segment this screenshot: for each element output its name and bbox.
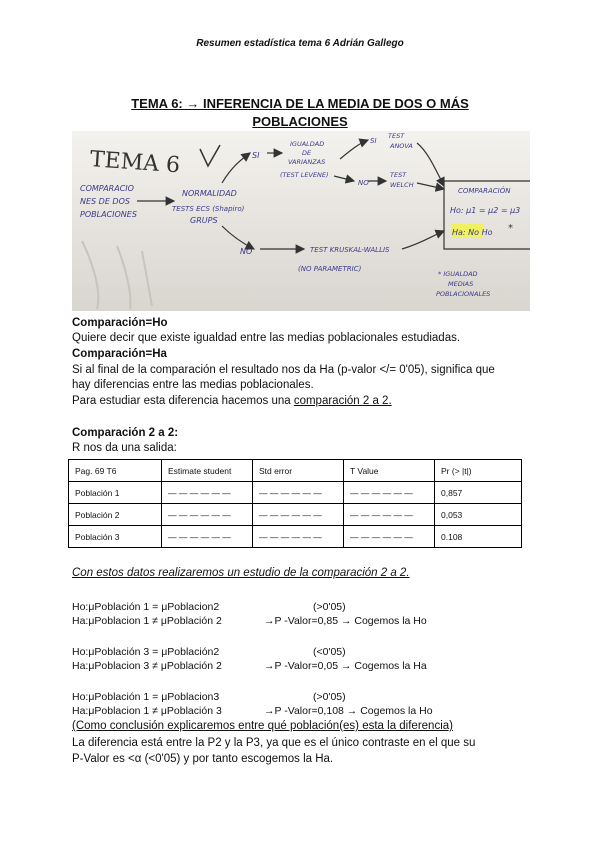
diagram-text-no: NO [240, 247, 253, 256]
diagram-text-noparam: (NO PARAMETRIC) [298, 265, 362, 273]
table-header-cell: Estimate student [162, 460, 253, 482]
hypothesis-1-ha: Ha:μPoblacion 1 ≠ μPoblación 2 [72, 615, 222, 627]
diagram-text-tests: TESTS ECS (Shapiro) [172, 205, 245, 213]
diagram-text-welch: WELCH [390, 181, 414, 189]
paragraph-comparacion [72, 394, 392, 409]
diagram-text-anova: ANOVA [390, 142, 413, 150]
paragraph-r-salida: R nos da una salida: [72, 442, 177, 454]
table-cell: 0,053 [435, 504, 522, 526]
conclusion-underlined: (Como conclusión explicaremos entre qué población(es) esta la diferencia) [72, 720, 453, 732]
results-table [68, 459, 522, 548]
diagram-svg [72, 131, 530, 311]
diagram-text-varianzas: VARIANZAS [288, 158, 326, 166]
table-cell: Población 3 [69, 526, 162, 548]
table-header-cell: Std error [253, 460, 344, 482]
diagram-text-kruskal: TEST KRUSKAL-WALLIS [310, 246, 390, 254]
paragraph-ha-line-1: Si al final de la comparación el resultado nos da Ha (p-valor </= 0'05), significa que [72, 364, 495, 376]
table-header-cell: T Value [344, 460, 435, 482]
diagram-text-note2: MEDIAS [448, 280, 474, 288]
hypothesis-1-ha-right: →P -Valor=0,85 → Cogemos la Ho [264, 615, 427, 627]
hypothesis-2-ho-right: (<0'05) [313, 646, 346, 658]
table-header-cell: Pag. 69 T6 [69, 460, 162, 482]
handwritten-diagram-photo [72, 131, 530, 311]
paragraph-comparacion-prefix: Para estudiar esta diferencia hacemos una [72, 395, 294, 407]
table-row [69, 526, 522, 548]
hypothesis-2-ha-right: →P -Valor=0,05 → Cogemos la Ha [264, 660, 427, 672]
hypothesis-3-ho-right: (>0'05) [313, 691, 346, 703]
heading-comparacion-2a2: Comparación 2 a 2: [72, 427, 179, 439]
table-cell: — — — — — — [162, 504, 253, 526]
results-table-wrapper [68, 459, 522, 548]
table-cell: — — — — — — [162, 526, 253, 548]
diagram-text-ho: Ho: μ1 = μ2 = μ3 [450, 206, 521, 215]
diagram-text-comparacio: COMPARACIO [80, 184, 134, 193]
table-cell: — — — — — — [344, 504, 435, 526]
comparacion-2a2-link: comparación 2 a 2. [293, 395, 392, 407]
table-cell: Población 2 [69, 504, 162, 526]
diagram-text-note1: * IGUALDAD [438, 270, 478, 278]
diagram-text-normalidad: NORMALIDAD [182, 189, 237, 198]
title-line-1: TEMA 6: → INFERENCIA DE LA MEDIA DE DOS O MÁS [131, 96, 469, 111]
table-cell: — — — — — — [253, 504, 344, 526]
diagram-text-si2: SI [370, 137, 377, 145]
diagram-text-test2: TEST [390, 171, 407, 179]
conclusion-line-2: P-Valor es <α (<0'05) y por tanto escogemos la Ha. [72, 753, 334, 765]
hypothesis-2-ho: Ho:μPoblación 3 = μPoblación2 [72, 646, 220, 658]
table-row [69, 482, 522, 504]
diagram-text-de: DE [302, 149, 312, 157]
table-header-row [69, 460, 522, 482]
hypothesis-1-ho: Ho:μPoblación 1 = μPoblacion2 [72, 601, 220, 613]
table-row [69, 504, 522, 526]
table-cell: — — — — — — [344, 526, 435, 548]
hypothesis-2-ha: Ha:μPoblacion 3 ≠ μPoblación 2 [72, 660, 222, 672]
diagram-text-no2: NO [358, 179, 369, 187]
table-cell: 0,857 [435, 482, 522, 504]
diagram-text-poblaciones: POBLACIONES [80, 210, 137, 219]
diagram-text-nes: NES DE DOS [80, 197, 130, 206]
hypothesis-3-ha-right: →P -Valor=0,108 → Cogemos la Ho [264, 705, 433, 717]
hypothesis-1-ho-right: (>0'05) [313, 601, 346, 613]
heading-comparacion-ha: Comparación=Ha [72, 348, 167, 360]
diagram-text-levene: (TEST LEVENE) [280, 171, 329, 179]
diagram-text-ha: Ha: No Ho [452, 228, 493, 237]
paragraph-ho: Quiere decir que existe igualdad entre las medias poblacionales estudiadas. [72, 332, 461, 344]
table-cell: — — — — — — [162, 482, 253, 504]
diagram-text-grups: GRUPS [190, 216, 218, 225]
hypothesis-3-ho: Ho:μPoblación 1 = μPoblacion3 [72, 691, 220, 703]
paragraph-ha-line-2: hay diferencias entre las medias poblacionales. [72, 379, 314, 391]
diagram-text-comparacion: COMPARACIÓN [458, 187, 511, 195]
diagram-text-si: SI [252, 151, 260, 160]
table-cell: — — — — — — [253, 482, 344, 504]
title-line-2: POBLACIONES [252, 114, 348, 129]
diagram-title: TEMA 6 [89, 147, 181, 179]
heading-comparacion-ho: Comparación=Ho [72, 317, 168, 329]
svg-text:*: * [508, 223, 513, 234]
table-cell: — — — — — — [253, 526, 344, 548]
table-cell: — — — — — — [344, 482, 435, 504]
diagram-text-igualdad: IGUALDAD [290, 140, 325, 148]
table-cell: 0.108 [435, 526, 522, 548]
table-cell: Población 1 [69, 482, 162, 504]
diagram-text-test1: TEST [388, 132, 405, 140]
page-header: Resumen estadística tema 6 Adrián Gallego [196, 38, 404, 49]
diagram-text-note3: POBLACIONALES [436, 290, 491, 298]
hypothesis-3-ha: Ha:μPoblacion 1 ≠ μPoblación 3 [72, 705, 222, 717]
conclusion-line-1: La diferencia está entre la P2 y la P3, ya que es el único contraste en el que su [72, 737, 476, 749]
page-title [60, 95, 540, 131]
table-header-cell: Pr (> |t|) [435, 460, 522, 482]
italic-note: Con estos datos realizaremos un estudio de la comparación 2 a 2. [72, 567, 410, 579]
